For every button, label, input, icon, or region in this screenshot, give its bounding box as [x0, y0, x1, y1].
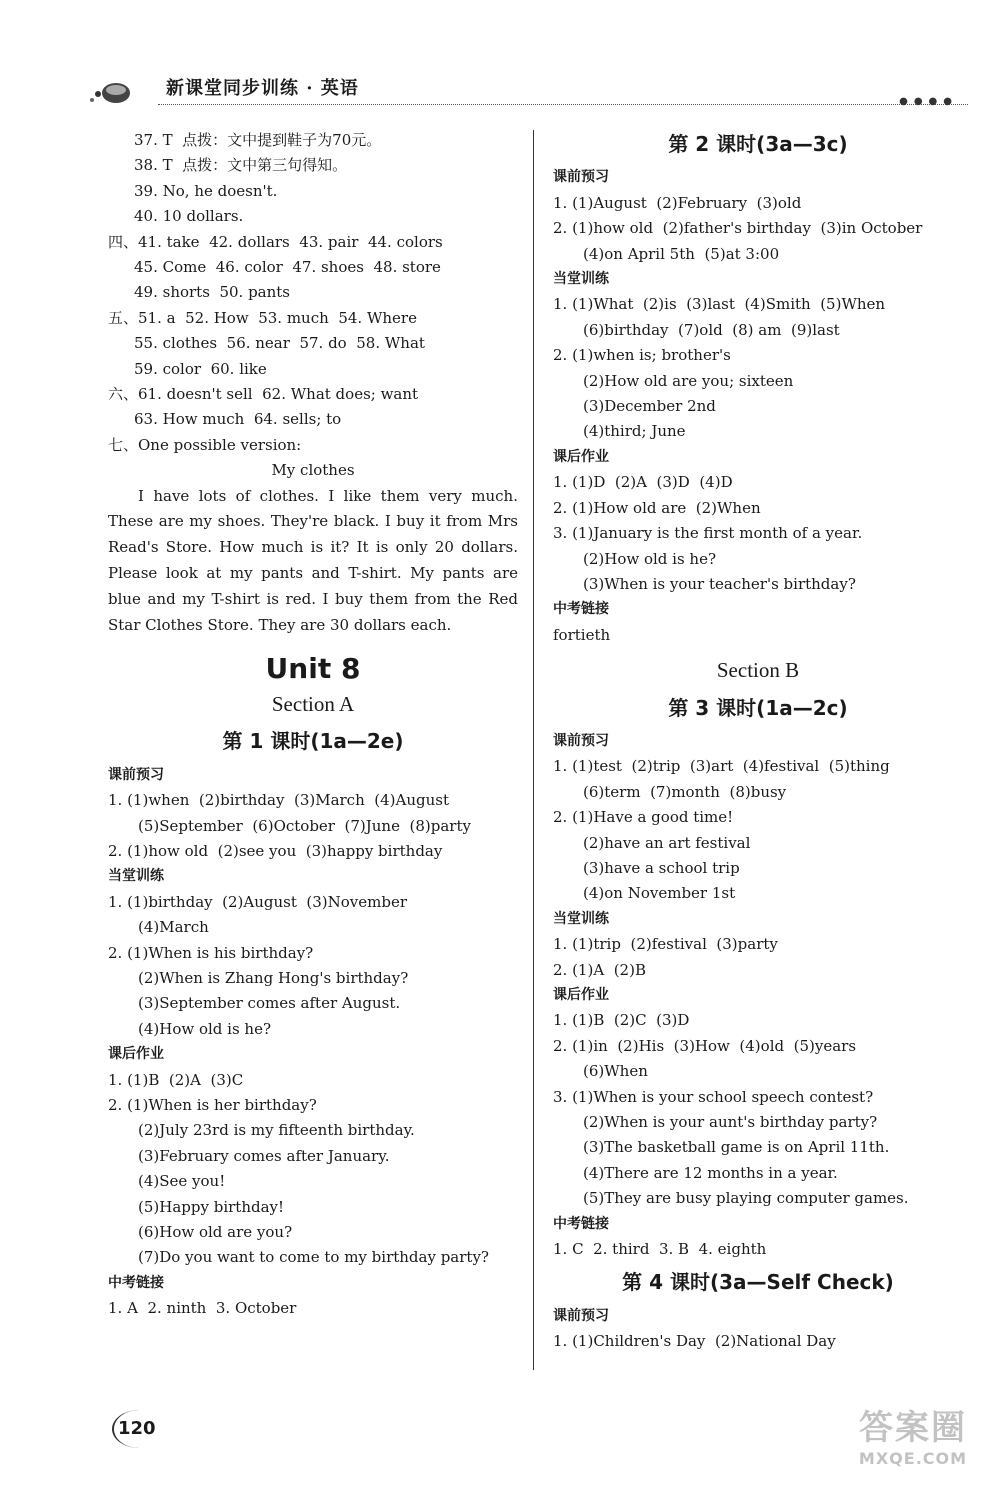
answer-line: (5)They are busy playing computer games. [583, 1189, 909, 1208]
answer-line: (5)Happy birthday! [138, 1197, 285, 1216]
section-b-title: Section B [716, 658, 800, 683]
lesson-2-title: 第 2 课时(3a—3c) [668, 132, 848, 156]
answer-line: 2. (1)How old are (2)When [553, 498, 761, 517]
right-column [553, 128, 963, 1355]
category-heading: 当堂训练 [553, 910, 609, 927]
category-heading: 当堂训练 [553, 271, 609, 288]
answer-line: 37. T 点拨：文中提到鞋子为70元。 [134, 131, 382, 149]
essay-title: My clothes [271, 461, 355, 480]
unit-title: Unit 8 [265, 652, 361, 686]
category-heading: 课后作业 [553, 448, 609, 465]
answer-line: 63. How much 64. sells; to [134, 410, 342, 429]
answer-line: 2. (1)how old (2)father's birthday (3)in October [553, 219, 923, 238]
answer-line: (2)July 23rd is my fifteenth birthday. [138, 1121, 415, 1140]
answer-line: (4)on April 5th (5)at 3:00 [583, 244, 780, 263]
category-heading: 课前预习 [553, 732, 609, 749]
answer-line: 1. (1)What (2)is (3)last (4)Smith (5)When [553, 295, 886, 314]
answer-line: 1. (1)D (2)A (3)D (4)D [553, 473, 733, 492]
book-title: 新课堂同步训练 · 英语 [166, 78, 359, 99]
answer-line: 1. C 2. third 3. B 4. eighth [553, 1240, 767, 1259]
answer-line: (6)How old are you? [138, 1223, 293, 1241]
answer-line: (2)How old are you; sixteen [583, 371, 794, 390]
answer-line: (3)February comes after January. [138, 1146, 390, 1165]
answer-line: (3)September comes after August. [138, 994, 401, 1013]
header-divider [158, 104, 968, 105]
header-dots: ●●●● [899, 96, 958, 107]
category-heading: 当堂训练 [108, 868, 164, 885]
left-column [108, 128, 518, 1322]
answer-line: (4)on November 1st [583, 884, 736, 903]
answer-line: 49. shorts 50. pants [134, 283, 290, 302]
category-heading: 课后作业 [108, 1046, 164, 1063]
lesson-4-answers [553, 1304, 963, 1355]
answer-line: 五、51. a 52. How 53. much 54. Where [108, 308, 417, 327]
watermark [838, 1400, 988, 1480]
watermark-site: MXQE.COM [858, 1449, 968, 1468]
answer-line: (6)term (7)month (8)busy [583, 782, 787, 801]
answer-line: 2. (1)when is; brother's [553, 346, 731, 365]
category-heading: 中考链接 [553, 1215, 609, 1232]
answer-line: 3. (1)January is the first month of a year. [553, 524, 863, 543]
category-heading: 中考链接 [108, 1274, 164, 1291]
answer-line: 38. T 点拨：文中第三句得知。 [134, 156, 348, 175]
answer-line: 45. Come 46. color 47. shoes 48. store [134, 258, 441, 277]
category-heading: 课前预习 [553, 169, 609, 186]
essay-body: I have lots of clothes. I like them very much. These are my shoes. They're black. I buy it from Mrs Read's Store. How much is it? It is only 20 dollars. Please look at my pants and T-shirt. My pants are blue and my T-shirt is red. I buy them from the Red Star Clothes Store. They are 30 dollars each. [108, 486, 518, 634]
answer-line: (3)December 2nd [583, 397, 716, 416]
answer-line: 1. (1)B (2)A (3)C [108, 1070, 244, 1089]
answer-line: 1. (1)B (2)C (3)D [553, 1011, 690, 1030]
answer-line: 3. (1)When is your school speech contest? [553, 1087, 874, 1106]
answer-line: 六、61. doesn't sell 62. What does; want [108, 385, 419, 404]
answer-line: 2. (1)Have a good time! [553, 808, 734, 827]
lesson-1-title: 第 1 课时(1a—2e) [222, 729, 404, 754]
answer-line: 1. (1)Children's Day (2)National Day [553, 1332, 836, 1351]
lesson-4-title: 第 4 课时(3a—Self Check) [622, 1270, 894, 1295]
answer-line: (2)When is your aunt's birthday party? [583, 1113, 878, 1132]
answer-line: (6)birthday (7)old (8) am (9)last [583, 320, 840, 339]
answer-line: 1. (1)August (2)February (3)old [553, 193, 802, 212]
answer-list-top [108, 128, 518, 458]
answer-line: 七、One possible version: [108, 435, 302, 454]
lesson-3-title: 第 3 课时(1a—2c) [668, 695, 848, 720]
answer-line: 四、41. take 42. dollars 43. pair 44. colors [108, 232, 443, 251]
section-a-title: Section A [271, 691, 355, 716]
answer-line: (5)September (6)October (7)June (8)party [138, 816, 471, 835]
lesson-1-answers [108, 763, 518, 1322]
answer-line: (4)How old is he? [138, 1019, 272, 1038]
answer-line: 2. (1)A (2)B [553, 960, 646, 979]
answer-line: 2. (1)When is his birthday? [108, 943, 314, 962]
answer-line: (4)March [138, 918, 209, 937]
answer-line: (2)When is Zhang Hong's birthday? [138, 968, 409, 987]
category-heading: 课前预习 [108, 766, 164, 783]
answer-line: (3)The basketball game is on April 11th. [583, 1138, 890, 1157]
answer-line: 1. A 2. ninth 3. October [108, 1299, 297, 1318]
answer-line: 55. clothes 56. near 57. do 58. What [134, 334, 425, 353]
answer-line: 40. 10 dollars. [134, 207, 244, 226]
answer-line: fortieth [553, 625, 611, 644]
answer-line: (4)There are 12 months in a year. [583, 1163, 838, 1182]
answer-line: (2)How old is he? [583, 549, 717, 568]
answer-line: 2. (1)in (2)His (3)How (4)old (5)years [553, 1036, 857, 1055]
book-logo-icon [88, 76, 134, 106]
watermark-logo: 答案圈 [859, 1408, 967, 1448]
answer-line: 2. (1)When is her birthday? [108, 1095, 317, 1114]
answer-line: 2. (1)how old (2)see you (3)happy birthday [108, 841, 443, 860]
answer-line: 59. color 60. like [134, 359, 267, 378]
answer-line: (6)When [583, 1062, 648, 1081]
answer-line: (3)have a school trip [583, 858, 740, 877]
answer-line: 1. (1)when (2)birthday (3)March (4)August [108, 791, 450, 810]
page-number: 120 [118, 1418, 156, 1439]
lesson-2-answers [553, 165, 963, 648]
category-heading: 课后作业 [553, 987, 609, 1003]
answer-line: (3)When is your teacher's birthday? [583, 574, 856, 593]
column-divider [533, 130, 534, 1370]
category-heading: 中考链接 [553, 601, 609, 618]
answer-line: 39. No, he doesn't. [134, 181, 278, 200]
answer-line: (4)See you! [138, 1172, 226, 1191]
answer-line: 1. (1)birthday (2)August (3)November [108, 892, 408, 911]
answer-line: (4)third; June [583, 422, 686, 441]
page-header [88, 70, 968, 110]
lesson-3-answers [553, 729, 963, 1263]
answer-line: 1. (1)trip (2)festival (3)party [553, 935, 778, 954]
category-heading: 课前预习 [553, 1307, 609, 1324]
answer-line: (2)have an art festival [583, 833, 751, 852]
answer-line: 1. (1)test (2)trip (3)art (4)festival (5)thing [553, 757, 890, 776]
answer-line: (7)Do you want to come to my birthday party? [138, 1248, 489, 1267]
